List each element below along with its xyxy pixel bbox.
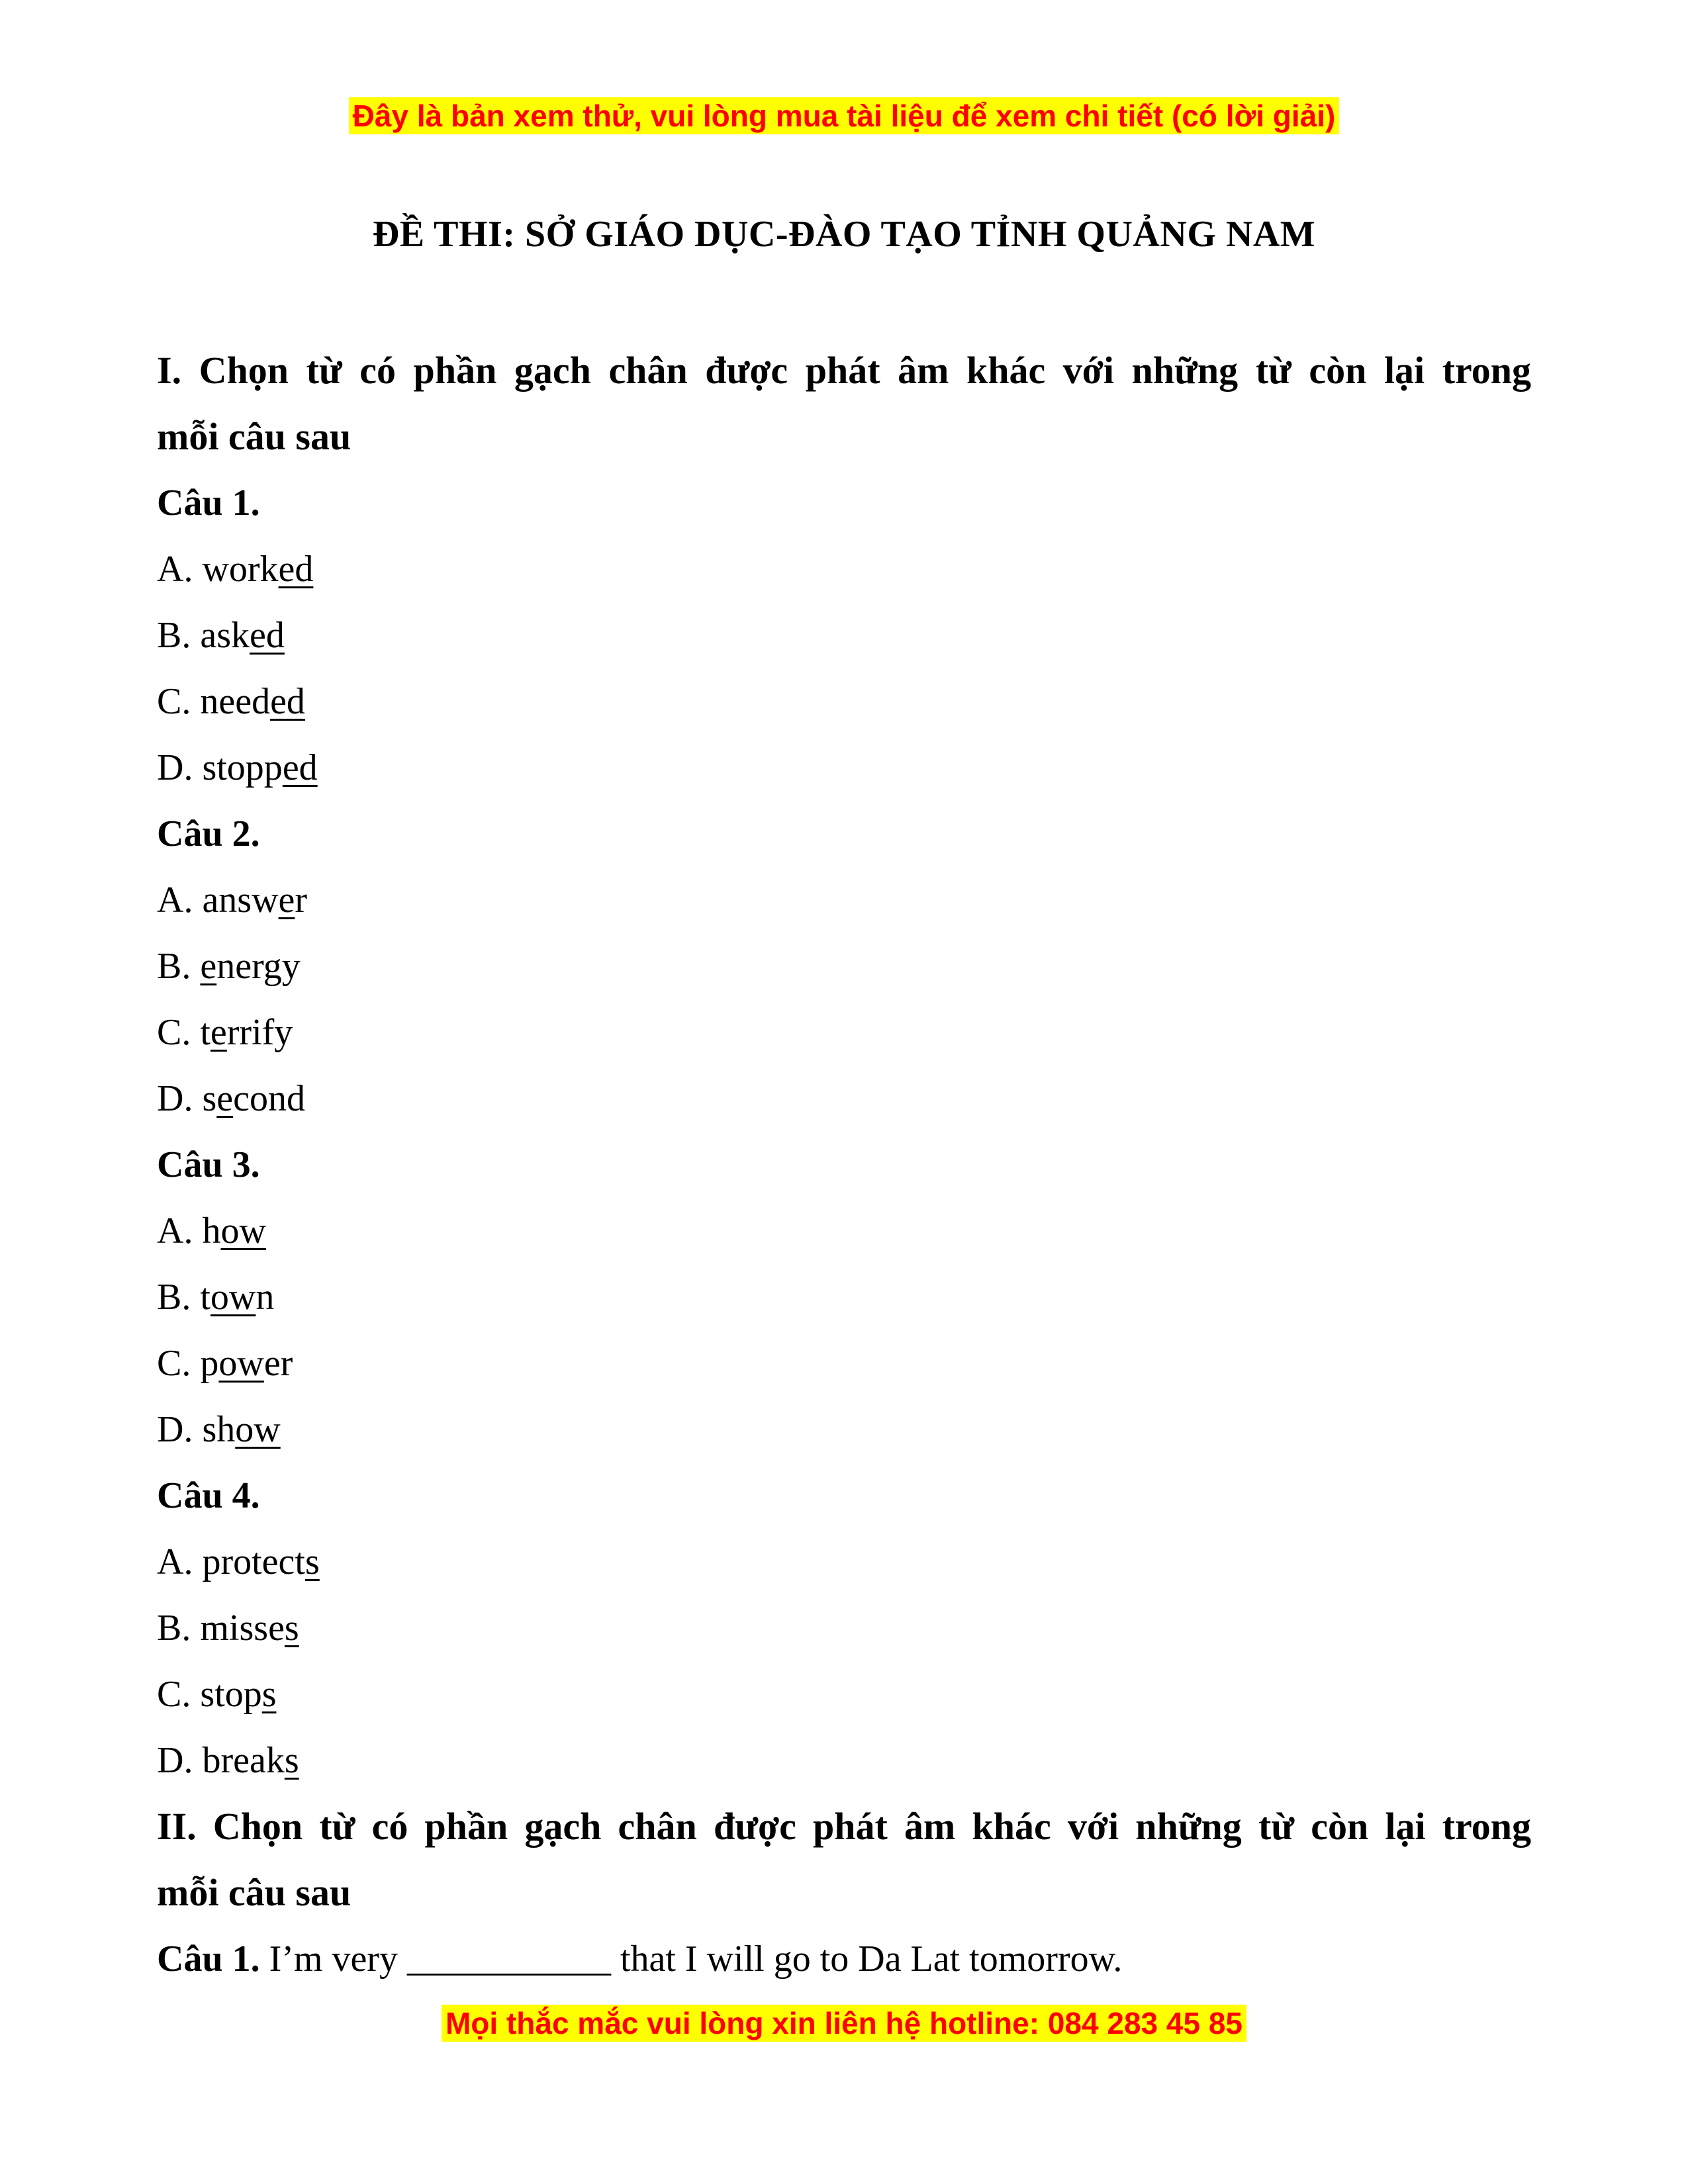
answer-option bbox=[157, 999, 1531, 1066]
answer-option bbox=[157, 933, 1531, 999]
option-letter: D. bbox=[157, 1078, 203, 1119]
hotline-notice-text: Mọi thắc mắc vui lòng xin liên hệ hotline: 084 283 45 85 bbox=[442, 2005, 1246, 2042]
answer-option bbox=[157, 1595, 1531, 1661]
answer-option bbox=[157, 1727, 1531, 1794]
section-2-question-1 bbox=[157, 1926, 1531, 1992]
word-part: n bbox=[256, 1277, 275, 1318]
option-letter: C. bbox=[157, 1343, 201, 1384]
word-part: nergy bbox=[216, 946, 301, 987]
answer-option bbox=[157, 1264, 1531, 1330]
word-part: stopp bbox=[202, 747, 283, 788]
question-text: I’m very ___________ that I will go to Da Lat tomorrow. bbox=[259, 1938, 1123, 1979]
option-letter: C. bbox=[157, 1012, 201, 1053]
question-label: Câu 1. bbox=[157, 1938, 260, 1979]
option-letter: D. bbox=[157, 747, 203, 788]
word-part: need bbox=[200, 681, 271, 722]
option-letter: A. bbox=[157, 1210, 203, 1251]
answer-option bbox=[157, 1396, 1531, 1463]
underlined-part: e bbox=[278, 880, 295, 921]
underlined-part: s bbox=[305, 1541, 320, 1582]
word-part: p bbox=[200, 1343, 219, 1384]
section-1-heading-line-1: I. Chọn từ có phần gạch chân được phát âm khác với những từ còn lại trong bbox=[157, 349, 1531, 392]
answer-option bbox=[157, 1661, 1531, 1727]
answer-option bbox=[157, 1529, 1531, 1595]
underlined-part: ed bbox=[282, 747, 318, 788]
answer-option bbox=[157, 1066, 1531, 1132]
preview-notice-text: Đây là bản xem thử, vui lòng mua tài liệu để xem chi tiết (có lời giải) bbox=[349, 97, 1340, 134]
question-label: Câu 3. bbox=[157, 1144, 260, 1185]
word-part: answ bbox=[202, 880, 279, 921]
answer-option bbox=[157, 536, 1531, 602]
word-part: misse bbox=[200, 1608, 285, 1649]
word-part: rrify bbox=[226, 1012, 293, 1053]
underlined-part: ow bbox=[220, 1210, 266, 1251]
word-part: break bbox=[202, 1740, 285, 1781]
answer-option bbox=[157, 867, 1531, 933]
option-letter: C. bbox=[157, 681, 201, 722]
underlined-part: s bbox=[284, 1608, 299, 1649]
option-letter: A. bbox=[157, 1541, 203, 1582]
word-part: r bbox=[295, 880, 308, 921]
underlined-part: ow bbox=[235, 1409, 281, 1450]
word-part: t bbox=[200, 1277, 211, 1318]
option-letter: B. bbox=[157, 1608, 201, 1649]
underlined-part: s bbox=[284, 1740, 299, 1781]
option-letter: A. bbox=[157, 549, 203, 590]
underlined-part: ow bbox=[210, 1277, 256, 1318]
underlined-part: ed bbox=[270, 681, 305, 722]
answer-option bbox=[157, 1330, 1531, 1396]
word-part: sh bbox=[202, 1409, 236, 1450]
word-part: t bbox=[200, 1012, 211, 1053]
option-letter: D. bbox=[157, 1740, 203, 1781]
underlined-part: ed bbox=[250, 615, 285, 656]
question-label: Câu 4. bbox=[157, 1475, 260, 1516]
answer-option bbox=[157, 1198, 1531, 1264]
word-part: cond bbox=[233, 1078, 305, 1119]
option-letter: A. bbox=[157, 880, 203, 921]
document-body bbox=[157, 338, 1531, 1992]
option-letter: C. bbox=[157, 1674, 201, 1715]
hotline-notice bbox=[0, 2005, 1688, 2041]
option-letter: D. bbox=[157, 1409, 203, 1450]
question-label: Câu 2. bbox=[157, 813, 260, 854]
question-label: Câu 1. bbox=[157, 482, 260, 523]
underlined-part: e bbox=[200, 946, 217, 987]
word-part: work bbox=[202, 549, 279, 590]
underlined-part: e bbox=[216, 1078, 234, 1119]
preview-notice bbox=[0, 98, 1688, 134]
option-letter: B. bbox=[157, 946, 201, 987]
option-letter: B. bbox=[157, 615, 201, 656]
section-1-heading-line-2: mỗi câu sau bbox=[157, 415, 352, 458]
section-2-heading-line-2: mỗi câu sau bbox=[157, 1871, 352, 1914]
underlined-part: e bbox=[210, 1012, 227, 1053]
word-part: s bbox=[202, 1078, 217, 1119]
section-2-heading-line-1: II. Chọn từ có phần gạch chân được phát âm khác với những từ còn lại trong bbox=[157, 1805, 1531, 1848]
underlined-part: ed bbox=[278, 549, 314, 590]
word-part: h bbox=[202, 1210, 221, 1251]
option-letter: B. bbox=[157, 1277, 201, 1318]
section-1-questions bbox=[157, 470, 1531, 1794]
word-part: er bbox=[263, 1343, 293, 1384]
answer-option bbox=[157, 735, 1531, 801]
word-part: protect bbox=[202, 1541, 305, 1582]
answer-option bbox=[157, 668, 1531, 735]
underlined-part: s bbox=[261, 1674, 277, 1715]
word-part: ask bbox=[200, 615, 250, 656]
answer-option bbox=[157, 602, 1531, 668]
exam-title: ĐỀ THI: SỞ GIÁO DỤC-ĐÀO TẠO TỈNH QUẢNG NAM bbox=[372, 214, 1316, 255]
word-part: stop bbox=[200, 1674, 262, 1715]
underlined-part: ow bbox=[218, 1343, 264, 1384]
